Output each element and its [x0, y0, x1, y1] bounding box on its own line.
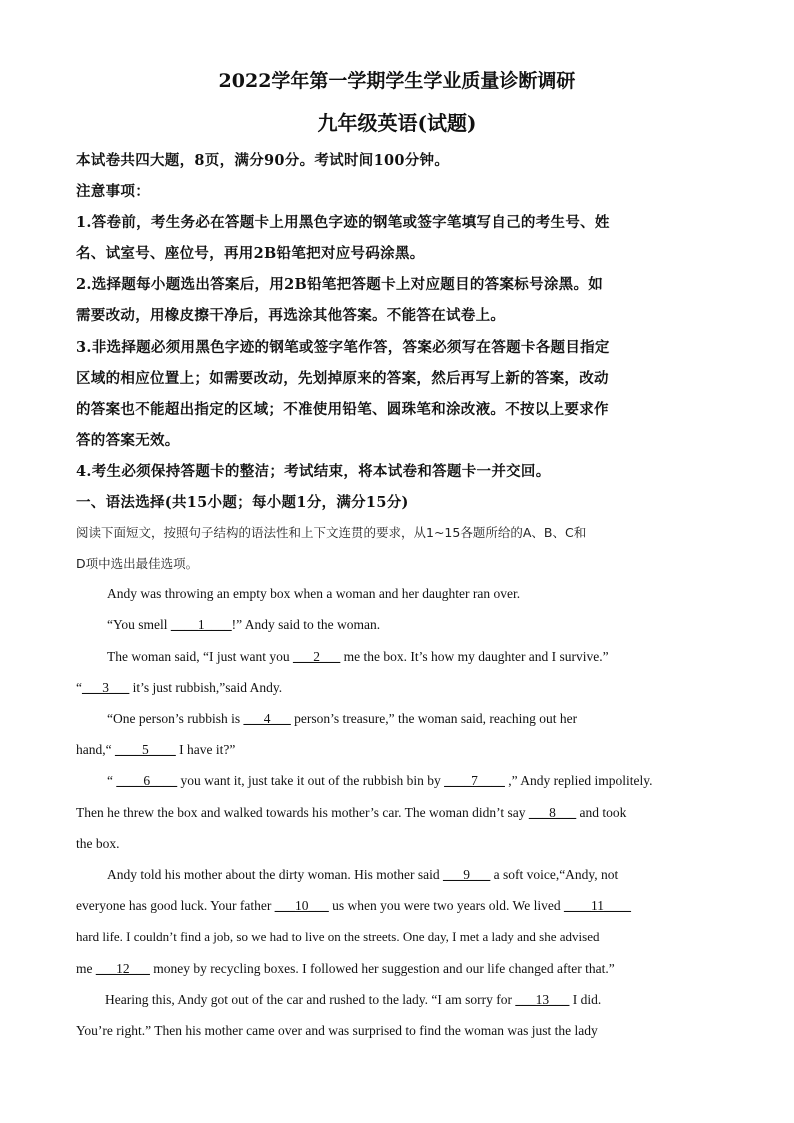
answer-blank-11: ____11____	[563, 898, 631, 913]
passage-line: the box.	[76, 836, 120, 851]
passage-text: Andy told his mother about the dirty woman. His mother said	[107, 867, 443, 882]
passage-text: and took	[576, 805, 627, 820]
passage-line	[107, 711, 577, 727]
passage-line: hard life. I couldn’t find a job, so we had to live on the streets. One day, I met a lady and she advised	[76, 929, 600, 944]
passage-text: me	[76, 961, 96, 976]
answer-blank-9: ___9___	[442, 867, 491, 882]
passage-text: “One person’s rubbish is	[107, 711, 244, 726]
section-heading: 一、语法选择(共15小题；每小题1分，满分15分)	[76, 494, 409, 511]
answer-blank-1: ____1____	[170, 617, 232, 632]
notice-heading: 注意事项：	[76, 183, 150, 200]
passage-text: “	[76, 680, 82, 695]
passage-line: You’re right.” Then his mother came over and was surprised to find the woman was just the lady	[76, 1023, 598, 1038]
notice-line: 名、试室号、座位号，再用2B铅笔把对应号码涂黑。	[76, 245, 425, 262]
exam-summary: 本试卷共四大题，8页，满分90分。考试时间100分钟。	[76, 152, 450, 169]
notice-line: 需要改动，用橡皮擦干净后，再选涂其他答案。不能答在试卷上。	[76, 307, 506, 324]
passage-text: !” Andy said to the woman.	[231, 617, 381, 632]
exam-title: 2022学年第一学期学生学业质量诊断调研	[218, 70, 576, 92]
passage-text: you want it, just take it out of the rubbish bin by	[177, 773, 445, 788]
passage-text: it’s just rubbish,”said Andy.	[129, 680, 283, 695]
passage-text: everyone has good luck. Your father	[76, 898, 275, 913]
passage-text: “You smell	[107, 617, 171, 632]
exam-subtitle: 九年级英语(试题)	[317, 111, 477, 135]
passage-line	[76, 742, 235, 758]
notice-line: 1.答卷前，考生务必在答题卡上用黑色字迹的钢笔或签字笔填写自己的考生号、姓	[76, 214, 610, 231]
passage-text: I have it?”	[175, 742, 236, 757]
passage-text: I did.	[569, 992, 602, 1007]
passage-line	[107, 617, 380, 633]
passage-text: person’s treasure,” the woman said, reaching out her	[290, 711, 578, 726]
passage-text: Then he threw the box and walked towards his mother’s car. The woman didn’t say	[76, 805, 529, 820]
passage-text: me the box. It’s how my daughter and I survive.”	[340, 649, 609, 664]
passage-text: us when you were two years old. We lived	[328, 898, 564, 913]
passage-text: Hearing this, Andy got out of the car and rushed to the lady. “I am sorry for	[105, 992, 516, 1007]
notice-line: 3.非选择题必须用黑色字迹的钢笔或签字笔作答，答案必须写在答题卡各题目指定	[76, 339, 610, 356]
passage-line	[76, 680, 282, 696]
passage-line	[107, 867, 618, 883]
section-instructions: 阅读下面短文，按照句子结构的语法性和上下文连贯的要求，从1~15各题所给的A、B、C和	[76, 525, 587, 540]
notice-line: 区域的相应位置上；如需要改动，先划掉原来的答案，然后再写上新的答案，改动	[76, 370, 609, 387]
passage-text: hand,“	[76, 742, 115, 757]
answer-blank-8: ___8___	[528, 805, 577, 820]
passage-text: ,” Andy replied impolitely.	[504, 773, 653, 788]
notice-line: 答的答案无效。	[76, 432, 180, 449]
passage-text: “	[107, 773, 117, 788]
passage-line	[76, 898, 631, 914]
passage-text: The woman said, “I just want you	[107, 649, 293, 664]
passage-text: money by recycling boxes. I followed her suggestion and our life changed after that.”	[149, 961, 615, 976]
passage-line	[107, 773, 652, 789]
notice-line: 2.选择题每小题选出答案后，用2B铅笔把答题卡上对应题目的答案标号涂黑。如	[76, 276, 604, 293]
passage-line: Andy was throwing an empty box when a woman and her daughter ran over.	[107, 586, 521, 601]
answer-blank-12: ___12___	[95, 961, 150, 976]
notice-line: 4.考生必须保持答题卡的整洁；考试结束，将本试卷和答题卡一并交回。	[76, 463, 551, 480]
answer-blank-2: ___2___	[292, 649, 341, 664]
passage-line	[107, 649, 609, 665]
passage-line	[105, 992, 601, 1008]
answer-blank-3: ___3___	[82, 680, 130, 695]
passage-line	[76, 961, 615, 977]
answer-blank-13: ___13___	[515, 992, 570, 1007]
notice-line: 的答案也不能超出指定的区域；不准使用铅笔、圆珠笔和涂改液。不按以上要求作	[76, 401, 609, 418]
passage-line	[76, 805, 626, 821]
answer-blank-5: ____5____	[114, 742, 176, 757]
section-instructions: D项中选出最佳选项。	[76, 556, 199, 571]
passage-text: a soft voice,“Andy, not	[490, 867, 619, 882]
answer-blank-7: ____7____	[444, 773, 505, 788]
answer-blank-10: ___10___	[274, 898, 329, 913]
answer-blank-4: ___4___	[243, 711, 291, 726]
answer-blank-6: ____6____	[116, 773, 178, 788]
